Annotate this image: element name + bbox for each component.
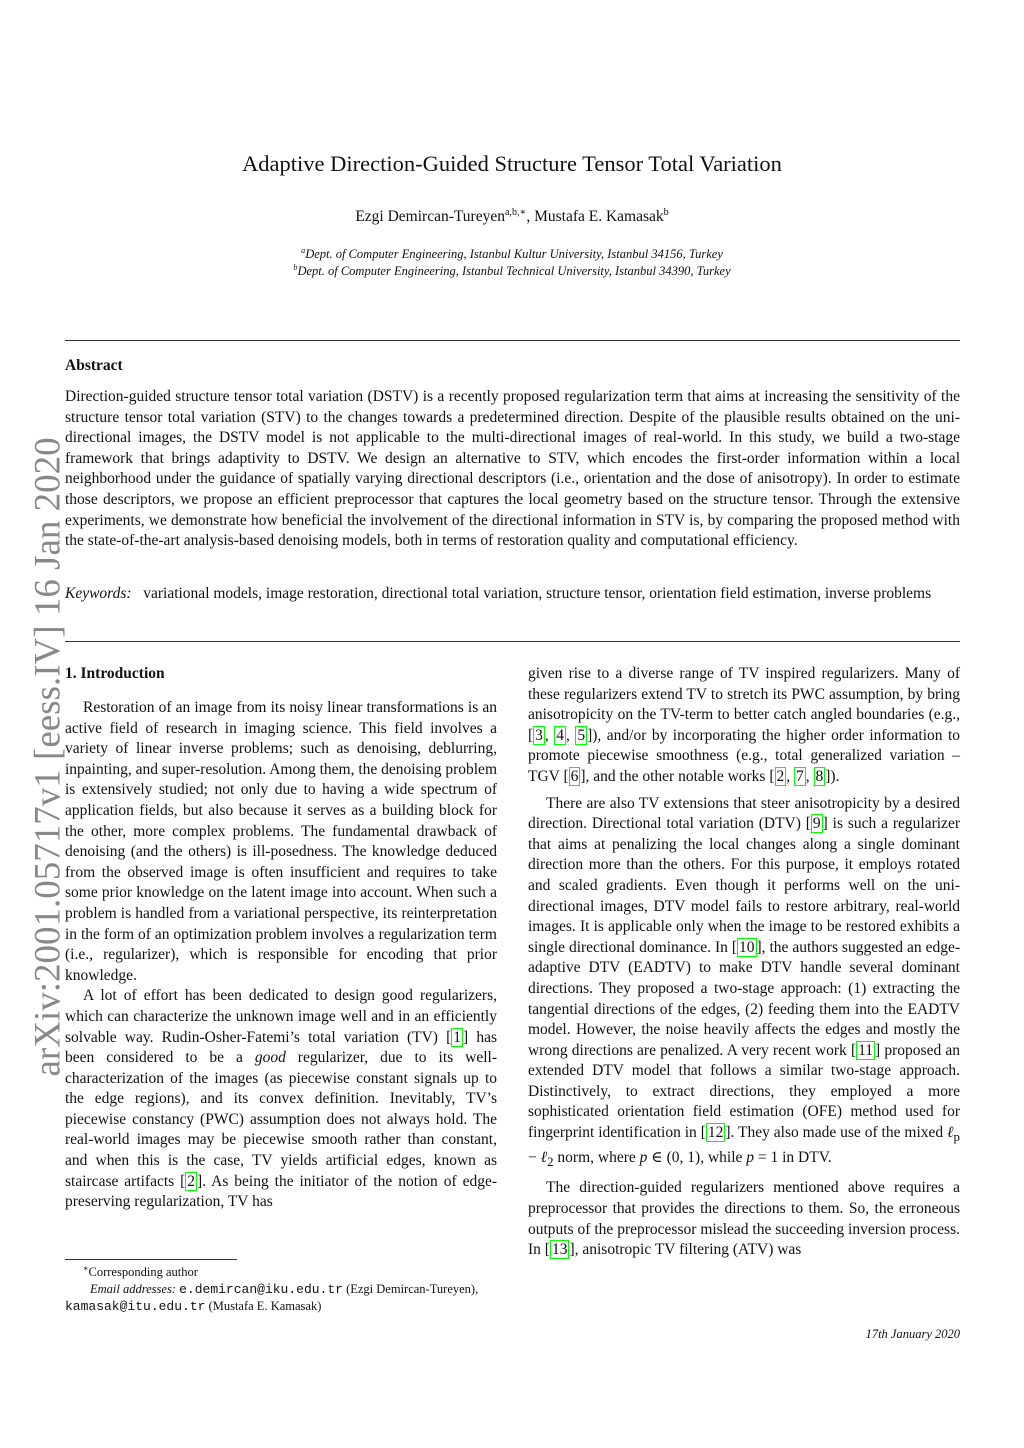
arxiv-identifier: arXiv:2001.05717v1 [eess.IV] 16 Jan 2020	[27, 437, 69, 1077]
citation-link[interactable]: 9	[812, 815, 821, 833]
email-link[interactable]: e.demircan@iku.edu.tr	[179, 1281, 343, 1297]
citation-link[interactable]: 8	[815, 767, 824, 785]
text-run: given rise to a diverse range of TV inspired regularizers. Many of these regularizers extend TV to stretch its PWC assumption, by bring anisotropicity on the TV-term to better catch angled boundaries (e.g., [	[528, 665, 960, 744]
citation-link[interactable]: 13	[551, 1241, 568, 1259]
corresponding-author: Corresponding author	[88, 1265, 198, 1279]
text-run: ]).	[825, 767, 840, 785]
citation-link[interactable]: 11	[858, 1041, 874, 1059]
email-owner: (Ezgi Demircan-Tureyen),	[346, 1281, 479, 1296]
affil-text: Dept. of Computer Engineering, Istanbul Technical University, Istanbul 34390, Turkey	[297, 264, 731, 278]
text-run: ,	[805, 767, 814, 785]
abstract-text: Direction-guided structure tensor total variation (DSTV) is a recently proposed regularization term that aims at increasing the sensitivity of the structure tensor total variation (STV) to the changes towards a predetermined direction. Despite of the plausible results obtained on the uni-directional images, the DSTV model is not applicable to the multi-directional images of real-world. In this study, we build a two-stage framework that brings adaptivity to DSTV. We design an alternative to STV, which encodes the first-order information within a local neighborhood under the guidance of spatially varying directional descriptors (i.e., orientation and the dose of anisotropy). In order to estimate those descriptors, we propose an efficient preprocessor that captures the local geometry based on the structure tensor. Through the extensive experiments, we demonstrate how beneficial the involvement of the directional information in STV is, by comparing the proposed method with the state-of-the-art analysis-based denoising models, both in terms of restoration quality and computational efficiency.	[65, 388, 960, 550]
citation-link[interactable]: 12	[707, 1124, 724, 1142]
author-name: Mustafa E. Kamasak	[534, 208, 664, 225]
section-heading: 1. Introduction	[65, 665, 165, 682]
citation-link[interactable]: 4	[556, 726, 565, 744]
affil-sup: b	[293, 262, 298, 272]
citation-link[interactable]: 2	[187, 1172, 196, 1190]
paragraph	[528, 794, 960, 1173]
italic-text: ℓ	[947, 1124, 954, 1142]
text-run: norm, where	[553, 1148, 640, 1166]
citation-link[interactable]: 7	[796, 767, 804, 785]
email-label: Email addresses:	[90, 1281, 176, 1296]
left-column	[65, 698, 497, 1213]
author-name: Ezgi Demircan-Tureyen	[355, 208, 505, 225]
authors: Ezgi Demircan-Tureyen$^{a,b,∗}$, Mustafa E. Kamasak$^b$	[355, 206, 669, 225]
divider	[65, 340, 960, 341]
text-run: ∈ (0, 1), while	[647, 1148, 747, 1166]
subscript: p	[953, 1129, 960, 1145]
text-run: Restoration of an image from its noisy linear transformations is an active field of research in imaging science. This field involves a variety of linear inverse problems; such as denoising, deblurring, inpainting, and super-resolution. Among them, the denoising problem is extensively studied; not only due to having a wide spectrum of application fields, but also because it serves as a building block for the other, more complex problems. The fundamental drawback of denoising (and the others) is ill-posedness. The knowledge deduced from the observed image is often insufficient and requires to take some prior knowledge on the latent image into account. When such a problem is handled from a variational perspective, its reinterpretation in the form of an optimization problem involves a regularization term (i.e., regularizer), which is responsible for encoding that prior knowledge.	[65, 699, 497, 984]
abstract-heading: Abstract	[65, 357, 123, 374]
affiliation	[0, 246, 1024, 262]
italic-text: good	[254, 1049, 286, 1067]
paper-title: Adaptive Direction-Guided Structure Tensor Total Variation	[242, 151, 782, 176]
text-run: = 1 in DTV.	[754, 1148, 832, 1166]
italic-text: p	[639, 1148, 648, 1166]
keywords-text: variational models, image restoration, directional total variation, structure tensor, orientation field estimation, inverse problems	[143, 585, 932, 602]
text-run: −	[528, 1148, 541, 1166]
italic-text: p	[746, 1148, 754, 1166]
citation-link[interactable]: 5	[577, 726, 586, 744]
footnote-mark: ∗	[83, 1263, 89, 1273]
text-run: ], the authors suggested an edge-adaptive DTV (EADTV) to make DTV handle several dominant directions. They proposed a two-stage approach: (1) extracting the tangential directions of the edges, (2) feeding them into the EADTV model. However, the noise heavily affects the edges and mostly the wrong directions are penalized. A very recent work [	[528, 938, 960, 1059]
affil-sup: a	[301, 245, 306, 255]
email-owner: (Mustafa E. Kamasak)	[208, 1299, 322, 1313]
citation-link[interactable]: 1	[453, 1028, 462, 1046]
text-run: A lot of effort has been dedicated to design good regularizers, which can characterize the unknown image well and in an efficiently solvable way. Rudin-Osher-Fatemi’s total variation (TV) [	[65, 987, 497, 1046]
text-run: ,	[566, 726, 576, 744]
text-run: ], and the other notable works [	[580, 767, 775, 785]
text-run: ], anisotropic TV filtering (ATV) was	[569, 1241, 802, 1259]
subscript: 2	[547, 1153, 554, 1169]
abstract-body	[65, 387, 960, 552]
author-sup: a,b,∗	[504, 206, 527, 218]
text-run: regularizer, due to its well-characterization of the images (as piecewise constant signals up to the edge regions), and its convex definition. Inevitably, TV’s piecewise constancy (PWC) assumption does not always hold. The real-world images may be piecewise smooth rather than constant, and when this is the case, TV yields artificial edges, known as staircase artifacts [	[65, 1049, 497, 1190]
text-run: ,	[544, 726, 555, 744]
right-column	[528, 664, 960, 1261]
paragraph	[65, 698, 497, 986]
text-run: ] is such a regularizer that aims at penalizing the local changes along a single dominant direction more than the others. For this purpose, it employs rotated and scaled gradients. Even though it performs well on the uni-directional images, DTV model fails to restore arbitrary, real-world images. It is applicable only when the image to be restored exhibits a single directional dominance. In [	[528, 815, 960, 956]
citation-link[interactable]: 2	[776, 767, 785, 785]
footnote-rule	[65, 1259, 237, 1260]
text-run: ]), and/or by incorporating the higher order information to promote piecewise smoothness (e.g., total generalized variation – TGV [	[528, 726, 961, 785]
paragraph	[528, 664, 960, 788]
author-sup: b	[663, 206, 669, 218]
keywords	[65, 584, 960, 605]
citation-link[interactable]: 3	[535, 726, 543, 744]
text-run: ,	[786, 767, 794, 785]
footnote	[65, 1264, 497, 1316]
citation-link[interactable]: 6	[570, 767, 579, 785]
italic-text: ℓ	[540, 1148, 548, 1166]
affiliation	[0, 263, 1024, 279]
email-link[interactable]: kamasak@itu.edu.tr	[65, 1299, 206, 1314]
text-run: ]. As being the initiator of the notion of edge-preserving regularization, TV has	[65, 1172, 497, 1211]
text-run: ]. They also made use of the mixed	[725, 1124, 948, 1142]
paragraph	[528, 1178, 960, 1260]
affil-text: Dept. of Computer Engineering, Istanbul Kultur University, Istanbul 34156, Turkey	[305, 247, 723, 261]
text-run: ] proposed an extended DTV model that follows a similar two-stage approach. Distinctively, to extract directions, they employed a more sophisticated orientation field estimation (OFE) method used for fingerprint identification in [	[528, 1041, 960, 1142]
keywords-label: Keywords:	[65, 585, 132, 602]
text-run: ] has been considered to be a	[65, 1028, 497, 1067]
citation-link[interactable]: 10	[739, 938, 755, 956]
paragraph	[65, 986, 497, 1213]
divider	[65, 641, 960, 642]
date: 17th January 2020	[865, 1327, 960, 1341]
text-run: There are also TV extensions that steer anisotropicity by a desired direction. Directional total variation (DTV) [	[528, 794, 960, 833]
text-run: The direction-guided regularizers mentioned above requires a preprocessor that provides the directions to them. So, the erroneous outputs of the preprocessor mislead the succeeding inversion process. In [	[528, 1179, 960, 1259]
